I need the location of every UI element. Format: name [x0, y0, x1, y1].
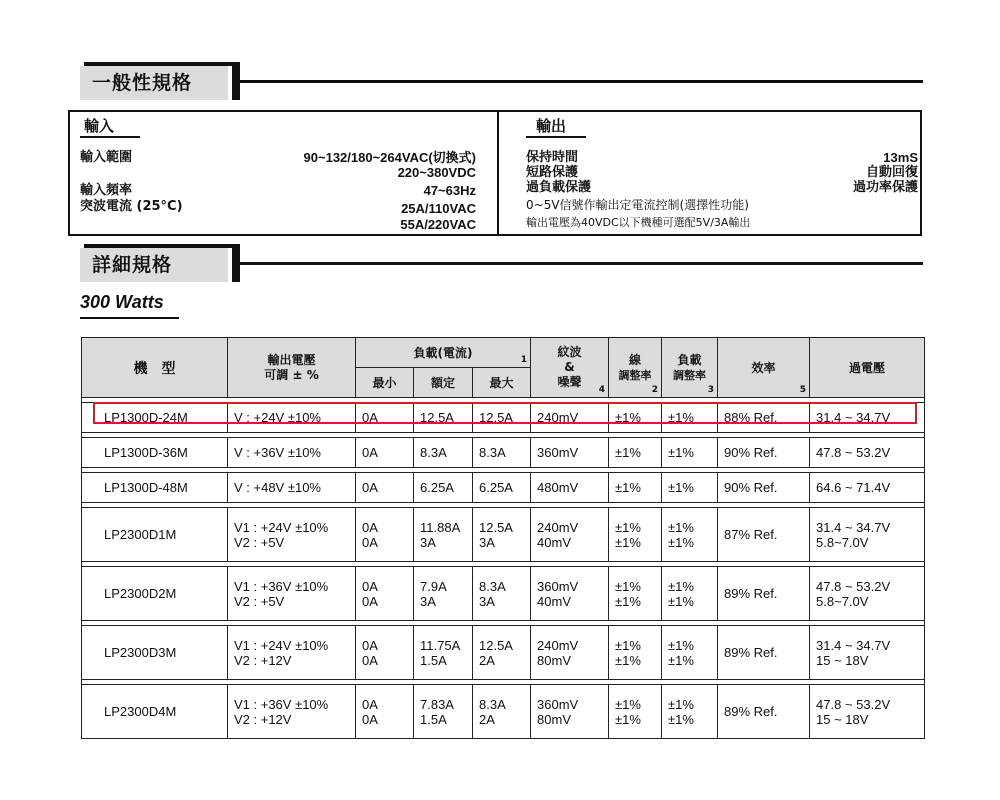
cell-over-voltage: 47.8 ~ 53.2V 15 ~ 18V [810, 685, 925, 739]
cell-efficiency: 88% Ref. [718, 403, 810, 433]
header-load-regulation: 負載 調整率 3 [662, 338, 718, 398]
header-model: 機 型 [82, 338, 228, 398]
cell-load-max: 8.3A 2A [473, 685, 531, 739]
spec-table [81, 337, 925, 739]
footnote-3: 3 [707, 385, 715, 395]
cell-output-voltage: V1 : +36V ±10% V2 : +12V [228, 685, 356, 739]
cell-output-voltage: V : +24V ±10% [228, 403, 356, 433]
cell-load-max: 12.5A 3A [473, 508, 531, 562]
footnote-4: 4 [598, 385, 606, 395]
cell-model: LP2300D2M [82, 567, 228, 621]
header-ripple-noise: 紋波 & 噪聲 4 [531, 338, 609, 398]
header-over-voltage: 過電壓 [810, 338, 925, 398]
cell-output-voltage: V : +36V ±10% [228, 438, 356, 468]
table-row [82, 403, 925, 433]
heading-tab [80, 66, 228, 100]
cell-load-max: 6.25A [473, 473, 531, 503]
cell-load-regulation: ±1% [662, 438, 718, 468]
output-note-2: 輸出電壓為40VDC以下機種可選配5V/3A輸出 [526, 216, 751, 229]
footnote-1: 1 [520, 355, 528, 365]
hold-time-label: 保持時間 [526, 150, 579, 165]
cell-efficiency: 89% Ref. [718, 626, 810, 680]
input-title-underline [80, 136, 140, 138]
cell-ripple: 360mV 80mV [531, 685, 609, 739]
header-line-regulation: 線 調整率 2 [609, 338, 662, 398]
cell-line-regulation: ±1% [609, 403, 662, 433]
input-frequency-label: 輸入頻率 [80, 183, 133, 198]
cell-load-max: 12.5A [473, 403, 531, 433]
wattage-title: 300 Watts [80, 292, 164, 312]
input-frequency-value: 47~63Hz [423, 183, 476, 198]
general-spec-heading [80, 62, 923, 100]
footnote-5: 5 [799, 385, 807, 395]
heading-tab-edge [232, 248, 240, 282]
cell-efficiency: 89% Ref. [718, 567, 810, 621]
cell-over-voltage: 64.6 ~ 71.4V [810, 473, 925, 503]
input-range-value-2: 220~380VDC [397, 165, 476, 180]
cell-model: LP1300D-48M [82, 473, 228, 503]
cell-load-min: 0A 0A [356, 626, 414, 680]
cell-load-min: 0A [356, 438, 414, 468]
cell-ripple: 240mV [531, 403, 609, 433]
short-circuit-value: 自動回復 [865, 165, 918, 180]
cell-load-regulation: ±1% ±1% [662, 508, 718, 562]
general-spec-box [68, 110, 922, 236]
cell-output-voltage: V1 : +24V ±10% V2 : +12V [228, 626, 356, 680]
cell-efficiency: 89% Ref. [718, 685, 810, 739]
cell-over-voltage: 47.8 ~ 53.2V [810, 438, 925, 468]
cell-load-regulation: ±1% [662, 473, 718, 503]
cell-over-voltage: 31.4 ~ 34.7V [810, 403, 925, 433]
cell-line-regulation: ±1% [609, 438, 662, 468]
cell-model: LP2300D3M [82, 626, 228, 680]
cell-load-min: 0A [356, 473, 414, 503]
cell-load-regulation: ±1% ±1% [662, 567, 718, 621]
cell-efficiency: 90% Ref. [718, 473, 810, 503]
output-title-underline [526, 136, 586, 138]
cell-load-min: 0A 0A [356, 567, 414, 621]
cell-line-regulation: ±1% ±1% [609, 626, 662, 680]
table-row [82, 508, 925, 562]
overload-label: 過負載保護 [526, 180, 592, 195]
cell-line-regulation: ±1% [609, 473, 662, 503]
cell-load-rated: 11.88A 3A [414, 508, 473, 562]
hold-time-value: 13mS [883, 150, 918, 165]
header-efficiency: 效率 5 [718, 338, 810, 398]
cell-load-regulation: ±1% [662, 403, 718, 433]
cell-model: LP2300D1M [82, 508, 228, 562]
cell-ripple: 240mV 80mV [531, 626, 609, 680]
cell-over-voltage: 31.4 ~ 34.7V 15 ~ 18V [810, 626, 925, 680]
cell-efficiency: 87% Ref. [718, 508, 810, 562]
cell-line-regulation: ±1% ±1% [609, 567, 662, 621]
cell-over-voltage: 47.8 ~ 53.2V 5.8~7.0V [810, 567, 925, 621]
table-row [82, 473, 925, 503]
cell-ripple: 360mV [531, 438, 609, 468]
cell-output-voltage: V : +48V ±10% [228, 473, 356, 503]
cell-load-rated: 7.83A 1.5A [414, 685, 473, 739]
input-range-value-1: 90~132/180~264VAC(切換式) [303, 150, 476, 165]
cell-ripple: 360mV 40mV [531, 567, 609, 621]
inrush-current-value-2: 55A/220VAC [400, 217, 476, 232]
inrush-current-value-1: 25A/110VAC [401, 201, 476, 216]
cell-load-rated: 6.25A [414, 473, 473, 503]
short-circuit-label: 短路保護 [526, 165, 579, 180]
cell-over-voltage: 31.4 ~ 34.7V 5.8~7.0V [810, 508, 925, 562]
input-title: 輸入 [84, 117, 115, 135]
table-row [82, 567, 925, 621]
output-note-1: 0~5V信號作輸出定電流控制(選擇性功能) [526, 198, 749, 212]
header-output-voltage: 輸出電壓 可調 ± % [228, 338, 356, 398]
heading-tab-edge [232, 66, 240, 100]
cell-efficiency: 90% Ref. [718, 438, 810, 468]
inrush-current-label: 突波電流 (25°C) [80, 199, 183, 214]
cell-load-rated: 7.9A 3A [414, 567, 473, 621]
header-load-current: 負載(電流) 1 [356, 338, 531, 368]
cell-ripple: 480mV [531, 473, 609, 503]
cell-model: LP1300D-24M [82, 403, 228, 433]
cell-load-max: 12.5A 2A [473, 626, 531, 680]
cell-load-min: 0A 0A [356, 685, 414, 739]
cell-ripple: 240mV 40mV [531, 508, 609, 562]
cell-load-max: 8.3A [473, 438, 531, 468]
cell-load-regulation: ±1% ±1% [662, 685, 718, 739]
cell-load-max: 8.3A 3A [473, 567, 531, 621]
cell-line-regulation: ±1% ±1% [609, 508, 662, 562]
wattage-title-underline [80, 317, 179, 319]
detail-spec-title: 詳細規格 [92, 254, 173, 276]
input-range-label: 輸入範圍 [80, 150, 133, 165]
cell-load-min: 0A 0A [356, 508, 414, 562]
general-spec-title: 一般性規格 [92, 72, 193, 94]
cell-load-min: 0A [356, 403, 414, 433]
cell-output-voltage: V1 : +36V ±10% V2 : +5V [228, 567, 356, 621]
table-row [82, 626, 925, 680]
cell-output-voltage: V1 : +24V ±10% V2 : +5V [228, 508, 356, 562]
cell-load-rated: 11.75A 1.5A [414, 626, 473, 680]
heading-rule [240, 80, 923, 83]
heading-rule [240, 262, 923, 265]
cell-model: LP1300D-36M [82, 438, 228, 468]
cell-line-regulation: ±1% ±1% [609, 685, 662, 739]
cell-load-rated: 8.3A [414, 438, 473, 468]
header-load-max: 最大 [473, 368, 531, 398]
cell-model: LP2300D4M [82, 685, 228, 739]
footnote-2: 2 [651, 385, 659, 395]
detail-spec-heading [80, 244, 923, 282]
output-title: 輸出 [536, 117, 567, 135]
table-row [82, 685, 925, 739]
cell-load-regulation: ±1% ±1% [662, 626, 718, 680]
table-row [82, 438, 925, 468]
header-load-min: 最小 [356, 368, 414, 398]
overload-value: 過功率保護 [852, 180, 918, 195]
heading-tab [80, 248, 228, 282]
header-load-rated: 額定 [414, 368, 473, 398]
cell-load-rated: 12.5A [414, 403, 473, 433]
box-divider [497, 112, 499, 234]
